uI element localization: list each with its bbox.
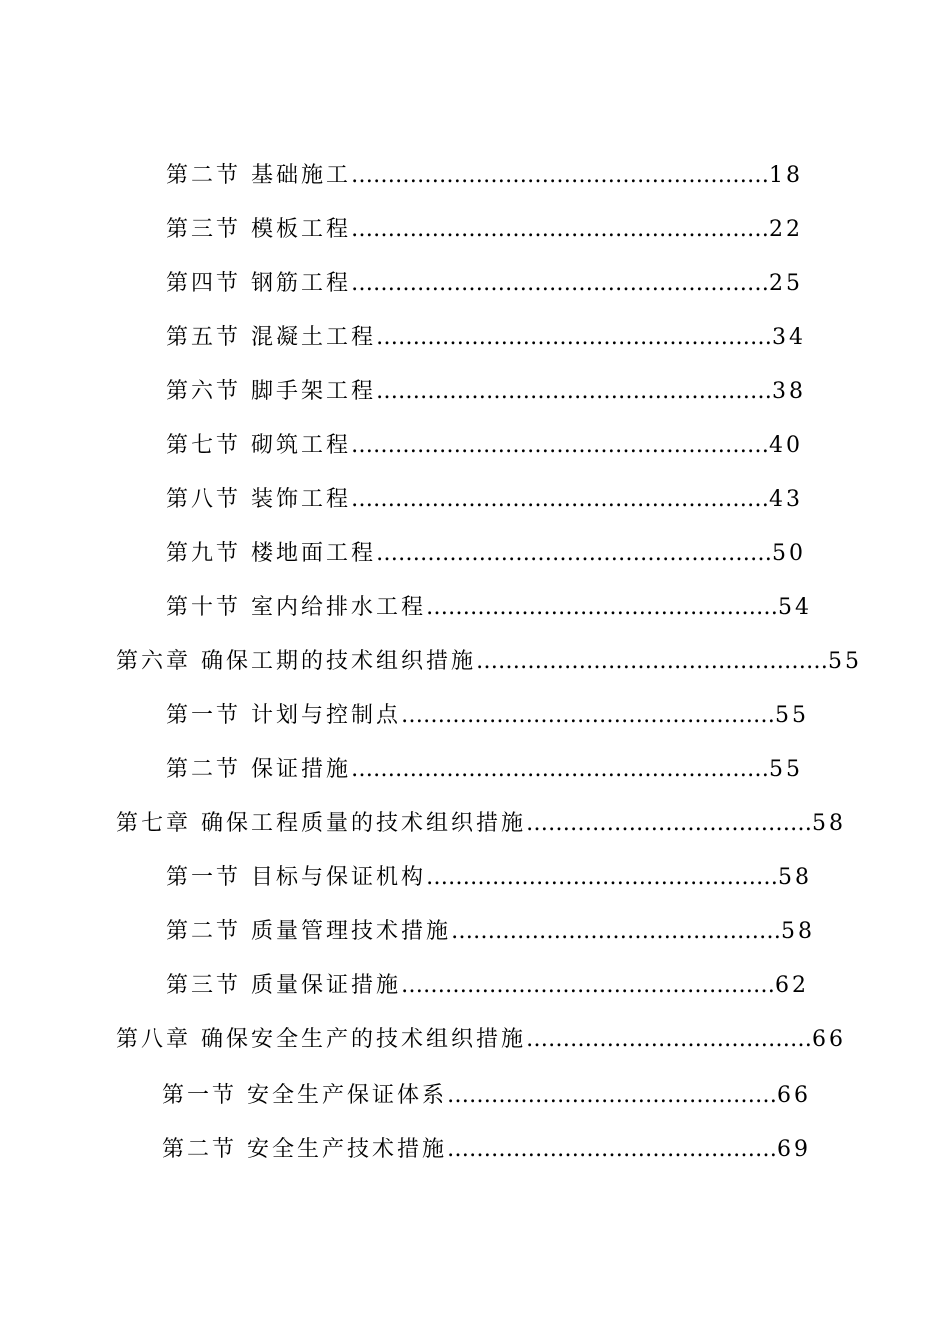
toc-leader-dots: ………………………………………………… [351,487,769,512]
toc-leader-dots: ……………………………………………… [376,541,772,566]
toc-entry[interactable] [166,592,812,624]
toc-entry-title: 第六节 脚手架工程 [166,379,376,404]
toc-entry[interactable] [166,214,803,246]
toc-entry[interactable] [166,916,815,948]
toc-chapter-entry[interactable] [116,1024,846,1056]
toc-page-number: 25 [769,271,803,296]
toc-page-number: 66 [812,1027,846,1052]
toc-page-number: 34 [772,325,806,350]
toc-entry-title: 第八章 确保安全生产的技术组织措施 [116,1027,526,1052]
toc-entry[interactable] [166,376,806,408]
toc-leader-dots: …………………………………………… [401,703,775,728]
toc-entry[interactable] [166,160,803,192]
toc-entry-title: 第一节 目标与保证机构 [166,865,426,890]
toc-entry-title: 第八节 装饰工程 [166,487,351,512]
toc-entry[interactable] [166,268,803,300]
toc-leader-dots: ………………………………………… [426,595,778,620]
toc-entry-title: 第二节 质量管理技术措施 [166,919,451,944]
toc-leader-dots: ………………………………… [526,1027,812,1052]
toc-entry-title: 第七节 砌筑工程 [166,433,351,458]
toc-leader-dots: ………………………………………………… [351,271,769,296]
toc-page-number: 55 [769,757,803,782]
toc-entry-title: 第二节 安全生产技术措施 [162,1137,447,1162]
toc-entry[interactable] [162,1080,811,1112]
toc-entry-title: 第三节 质量保证措施 [166,973,401,998]
toc-page-number: 55 [775,703,809,728]
toc-entry[interactable] [166,700,809,732]
toc-leader-dots: ………………………………………………… [351,433,769,458]
toc-page-number: 40 [769,433,803,458]
toc-page-number: 18 [769,163,803,188]
toc-leader-dots: …………………………………………… [401,973,775,998]
toc-leader-dots: ……………………………………… [451,919,781,944]
toc-entry-title: 第十节 室内给排水工程 [166,595,426,620]
toc-entry[interactable] [166,970,809,1002]
toc-entry[interactable] [166,754,803,786]
toc-entry[interactable] [166,430,803,462]
toc-entry-title: 第九节 楼地面工程 [166,541,376,566]
toc-page-number: 62 [775,973,809,998]
toc-entry-title: 第二节 保证措施 [166,757,351,782]
toc-leader-dots: ………………………………………………… [351,757,769,782]
toc-leader-dots: ……………………………………………… [376,379,772,404]
toc-page-number: 54 [778,595,812,620]
toc-entry-title: 第四节 钢筋工程 [166,271,351,296]
toc-entry[interactable] [162,1134,811,1166]
toc-page-number: 58 [781,919,815,944]
toc-page-number: 55 [828,649,862,674]
toc-leader-dots: ……………………………………………… [376,325,772,350]
toc-leader-dots: ………………………………………… [476,649,828,674]
toc-entry[interactable] [166,484,803,516]
toc-page-number: 22 [769,217,803,242]
toc-entry-title: 第一节 安全生产保证体系 [162,1083,447,1108]
toc-page-number: 50 [772,541,806,566]
toc-page-number: 38 [772,379,806,404]
toc-page-number: 69 [777,1137,811,1162]
toc-entry-title: 第二节 基础施工 [166,163,351,188]
toc-page-number: 66 [777,1083,811,1108]
toc-entry-title: 第五节 混凝土工程 [166,325,376,350]
toc-entry-title: 第三节 模板工程 [166,217,351,242]
toc-leader-dots: ……………………………………… [447,1083,777,1108]
toc-page-number: 43 [769,487,803,512]
toc-entry[interactable] [166,538,806,570]
toc-chapter-entry[interactable] [116,808,846,840]
toc-entry-title: 第一节 计划与控制点 [166,703,401,728]
toc-entry[interactable] [166,862,812,894]
toc-leader-dots: ………………………………………… [426,865,778,890]
toc-page-number: 58 [778,865,812,890]
toc-leader-dots: ………………………………………………… [351,163,769,188]
toc-leader-dots: ………………………………………………… [351,217,769,242]
toc-page-number: 58 [812,811,846,836]
toc-leader-dots: ……………………………………… [447,1137,777,1162]
toc-entry-title: 第七章 确保工程质量的技术组织措施 [116,811,526,836]
toc-entry-title: 第六章 确保工期的技术组织措施 [116,649,476,674]
toc-entry[interactable] [166,322,806,354]
toc-leader-dots: ………………………………… [526,811,812,836]
toc-chapter-entry[interactable] [116,646,862,678]
